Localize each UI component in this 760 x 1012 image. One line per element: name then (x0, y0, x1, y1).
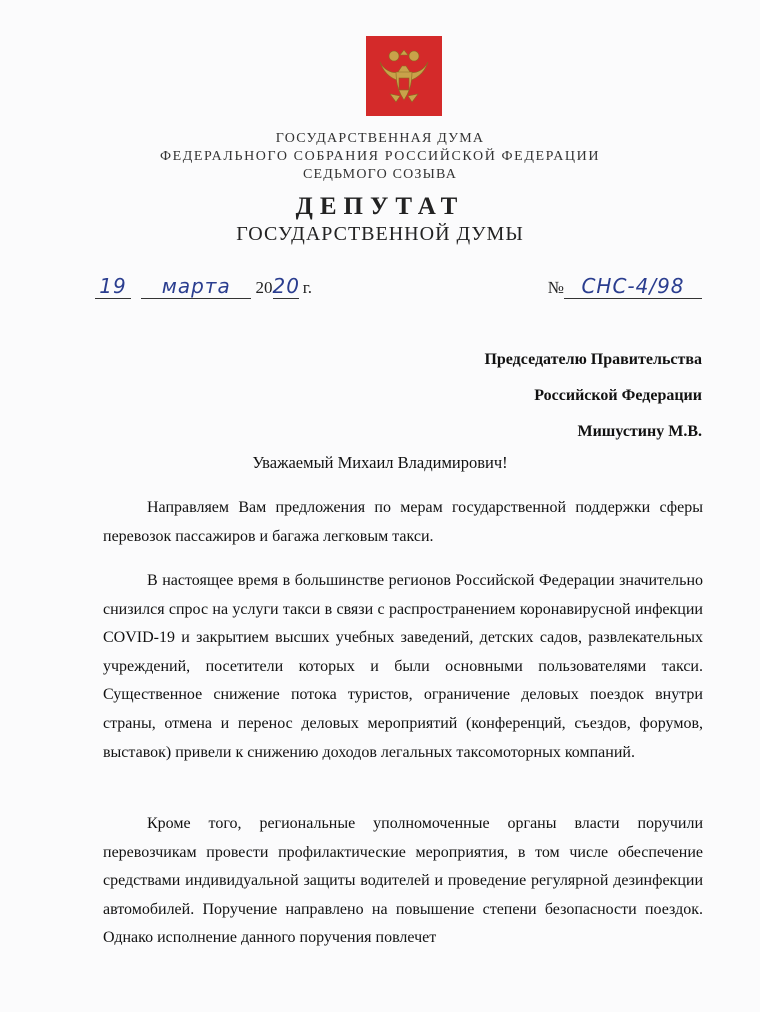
paragraph-2: В настоящее время в большинстве регионов Российской Федерации значительно снизился спрос на услуги такси в связи с распространением коронавирусной инфекции COVID-19 и закрытием высших учебных заведений, детских садов, развлекательных учреждений, посетители которых и были основными пользователями такси. Существенное снижение потока туристов, ограничение деловых поездок внутри страны, отмена и перенос деловых мероприятий (конференций, съездов, форумов, выставок) привели к снижению доходов легальных таксомоторных компаний. (103, 572, 703, 761)
letterhead-title: ДЕПУТАТ (295, 193, 465, 220)
date-year-prefix: 20 (255, 278, 273, 297)
number-prefix: № (547, 278, 564, 297)
document-number: СНС-4/98 (564, 274, 702, 299)
document-number-line (548, 274, 702, 299)
paragraph-3: Кроме того, региональные уполномоченные органы власти поручили перевозчикам провести профилактические мероприятия, в том числе обеспечение средствами индивидуальной защиты водителей и проведение регулярной дезинфекции автомобилей. Поручение направлено на повышение степени безопасности поездок. Однако исполнение данного поручения повлечет (103, 815, 703, 947)
date-line (95, 274, 312, 299)
greeting: Уважаемый Михаил Владимирович! (252, 453, 508, 472)
date-day: 19 (95, 274, 131, 299)
addressee-line1: Председателю Правительства (484, 351, 702, 368)
paragraph-1: Направляем Вам предложения по мерам государственной поддержки сферы перевозок пассажиров и багажа легковым такси. (103, 499, 703, 545)
letterhead-line1: ГОСУДАРСТВЕННАЯ ДУМА (275, 131, 485, 146)
date-year-unit: г. (302, 278, 313, 297)
letterhead-line3: СЕДЬМОГО СОЗЫВА (302, 167, 458, 182)
addressee-line3: Мишустину М.В. (577, 423, 702, 440)
coat-of-arms-emblem (366, 36, 442, 116)
date-year-suffix: 20 (272, 274, 300, 298)
letterhead-line2: ФЕДЕРАЛЬНОГО СОБРАНИЯ РОССИЙСКОЙ ФЕДЕРАЦИИ (159, 149, 601, 164)
date-month: марта (141, 274, 251, 299)
letterhead-subtitle: ГОСУДАРСТВЕННОЙ ДУМЫ (236, 223, 524, 245)
addressee-line2: Российской Федерации (534, 387, 702, 404)
